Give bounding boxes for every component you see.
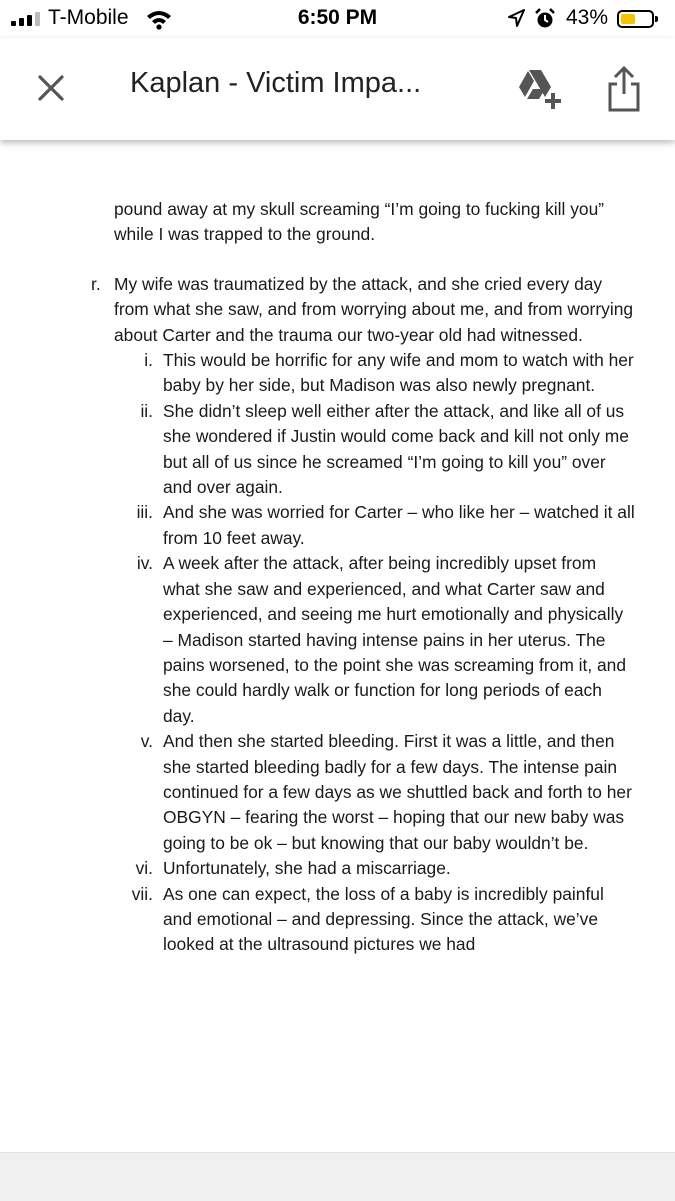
- battery-level-fill: [621, 14, 635, 24]
- sub-list-text: She didn’t sleep well either after the attack, and like all of us she wondered if Justin would come back and kill not only me but all of us since he screamed “I’m going to kill you” over and over again.: [163, 400, 629, 498]
- sub-list-marker: v.: [140, 731, 153, 752]
- clock-time: 6:50 PM: [297, 6, 378, 29]
- document-body: [0, 197, 675, 958]
- google-drive-add-icon[interactable]: [515, 67, 563, 111]
- sub-list-item: [144, 348, 635, 399]
- sub-list-marker: vii.: [131, 883, 153, 904]
- sub-list-text: And then she started bleeding. First it was a little, and then she started bleeding badly for a few days. The intense pain continued for a few days as we shuttled back and forth to her OBGYN – fearing the worst – hoping that our new baby was going to be ok – but knowing that our baby wouldn’t be.: [163, 731, 632, 853]
- bottom-page-gap: [0, 1152, 675, 1201]
- sub-list-text: A week after the attack, after being incredibly upset from what she saw and experienced, and what Carter saw and experienced, and seeing me hurt emotionally and physically – Madison started having intense pains in her uterus. The pains worsened, to the point she was screaming from it, and she could hardly walk or function for long periods of each day.: [163, 553, 627, 726]
- close-icon[interactable]: [34, 71, 68, 105]
- location-arrow-icon: [507, 8, 525, 28]
- app-bar: [0, 38, 675, 140]
- sub-list-text: And she was worried for Carter – who like her – watched it all from 10 feet away.: [163, 502, 635, 548]
- sub-list-item: [140, 399, 635, 501]
- sub-list-marker: iii.: [136, 502, 153, 523]
- list-marker: r.: [91, 273, 101, 294]
- sub-list-item: [140, 729, 635, 856]
- share-icon[interactable]: [604, 64, 644, 114]
- sub-list-marker: vi.: [135, 858, 153, 879]
- document-page: [0, 140, 675, 1152]
- sub-list-item: [136, 551, 635, 729]
- continuation-paragraph: pound away at my skull screaming “I’m going to fucking kill you” while I was trapped to the ground.: [114, 199, 605, 245]
- list-item-text: My wife was traumatized by the attack, and she cried every day from what she saw, and from worrying about me, and from worrying about Carter and the trauma our two-year old had witnessed.: [114, 273, 634, 345]
- battery-icon: [617, 10, 654, 28]
- document-title: Kaplan - Victim Impa...: [130, 67, 422, 99]
- sub-list-item: [131, 882, 635, 958]
- sub-list-marker: ii.: [140, 400, 153, 421]
- sub-list-item: [135, 856, 635, 881]
- alarm-clock-icon: [535, 8, 555, 30]
- status-bar: [0, 0, 675, 38]
- carrier-name: T-Mobile: [48, 6, 129, 29]
- sub-list-text: This would be horrific for any wife and mom to watch with her baby by her side, but Madison was also newly pregnant.: [163, 350, 634, 396]
- sub-list-text: Unfortunately, she had a miscarriage.: [163, 858, 451, 879]
- sub-list-item: [136, 500, 635, 551]
- battery-percentage: 43%: [566, 6, 609, 29]
- sub-list-marker: i.: [144, 350, 153, 371]
- sub-list-marker: iv.: [136, 553, 153, 574]
- sub-list-text: As one can expect, the loss of a baby is incredibly painful and emotional – and depressing. Since the attack, we’ve looked at the ultrasound pictures we had: [163, 883, 604, 955]
- list-item: [91, 272, 635, 348]
